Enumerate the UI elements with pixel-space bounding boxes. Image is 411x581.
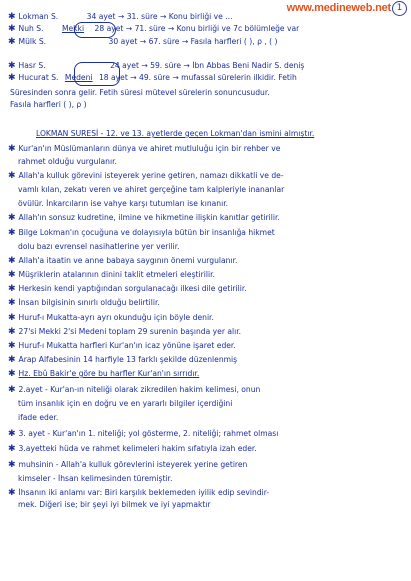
site-url[interactable]: www.medineweb.net	[286, 2, 391, 14]
body-line: ✱ 2.ayet - Kur'an-ın niteliği olarak zikredilen hakim kelimesi, onun	[8, 385, 261, 395]
body-line: ✱ Huruf-ı Mukatta-ayrı ayrı okunduğu için böyle denir.	[8, 313, 214, 323]
entry-name: Lokman S.	[18, 12, 59, 21]
entry-text: 24 ayet → 59. süre → İbn Abbas Beni Nadir S. deniş	[110, 61, 305, 70]
group-label: Mekki	[61, 24, 85, 33]
body-line: ✱ 27'si Mekki 2'si Medeni toplam 29 surenin başında yer alır.	[8, 327, 242, 337]
entry-lokman: ✱ Lokman S. 34 ayet → 31. süre → Konu birliği ve ...	[8, 12, 233, 22]
entry-text: 28 ayet → 71. süre → Konu birliği ve 7c bölümleğe var	[94, 24, 300, 33]
body-line: ✱ İnsan bilgisinin sınırlı olduğu belirtilir.	[8, 298, 160, 308]
body-line: ✱ 3. ayet - Kur'an'ın 1. niteliği; yol gösterme, 2. niteliği; rahmet olması	[8, 429, 279, 439]
body-line: ✱ Allah'a kulluk görevini isteyerek yerine getiren, namazı dikkatli ve de-	[8, 171, 284, 181]
body-line: dolu bazı evrensel nasihatlerine yer verilir.	[18, 242, 180, 251]
page-number: 1	[392, 1, 407, 16]
entry-name: Nuh S.	[18, 24, 44, 33]
body-line: ✱ Hz. Ebû Bakir'e göre bu harfler Kur'an'ın sırrıdır.	[8, 369, 200, 379]
entry-text: 18 ayet → 49. süre → mufassal sürelerin ilkidir. Fetih	[98, 73, 297, 82]
body-line: ✱ Müşriklerin atalarının dinini taklit etmeleri eleştirilir.	[8, 270, 215, 280]
body-line: ifade eder.	[18, 413, 59, 422]
body-line: ✱ İhsanın iki anlamı var: Biri karşılık beklemeden iyilik edip sevindir-	[8, 488, 270, 498]
section-title: LOKMAN SURESİ - 12. ve 13. ayetlerde geçen Lokman'dan ismini almıştır.	[36, 129, 315, 138]
body-line: ✱ muhsinin - Allah'a kulluk görevlerini isteyerek yerine getiren	[8, 460, 248, 470]
entry-hucurat: ✱ Hucurat S. Medeni 18 ayet → 49. süre → mufassal sürelerin ilkidir. Fetih	[8, 73, 297, 83]
entry-name: Hucurat S.	[18, 73, 59, 82]
body-line: ✱ Huruf-ı Mukatta harfleri Kur'an'ın icaz yönüne işaret eder.	[8, 341, 236, 351]
body-line: tüm insanlık için en doğru ve en yararlı bilgiler içerdiğini	[18, 399, 233, 408]
entry-nuh: ✱ Nuh S. Mekki 28 ayet → 71. süre → Konu birliği ve 7c bölümleğe var	[8, 24, 300, 34]
body-line: ✱ Arap Alfabesinin 14 harfiyle 13 farklı şekilde düzenlenmiş	[8, 355, 238, 365]
entry-name: Hasr S.	[18, 61, 46, 70]
body-line: ✱ Allah'a itaatin ve anne babaya saygının önemi vurgulanır.	[8, 256, 238, 266]
body-line: mek. Diğeri ise; bir şeyi iyi bilmek ve iyi yapmaktır	[18, 500, 211, 509]
body-line: rahmet olduğu vurgulanır.	[18, 157, 117, 166]
entry-name: Mülk S.	[18, 37, 47, 46]
body-line: ✱ Bilge Lokman'ın çocuğuna ve dolayısıyla bütün bir insanlığa hikmet	[8, 228, 275, 238]
group-label: Medeni	[64, 73, 93, 82]
continuation-text-2: Fasıla harfleri ( ), ρ )	[10, 100, 87, 109]
entry-text: 34 ayet → 31. süre → Konu birliği ve ...	[86, 12, 233, 21]
body-line: ✱ Kur'an'ın Müslümanların dünya ve ahiret mutluluğu için bir rehber ve	[8, 144, 281, 154]
body-line: ✱ 3.ayetteki hüda ve rahmet kelimeleri hakim sıfatıyla izah eder.	[8, 444, 257, 454]
entry-mulk: ✱ Mülk S. 30 ayet → 67. süre → Fasıla harfleri ( ), ρ , ( )	[8, 37, 278, 47]
entry-text: 30 ayet → 67. süre → Fasıla harfleri ( ), ρ , ( )	[108, 37, 278, 46]
continuation-text: Süresinden sonra gelir. Fetih süresi mütevel sürelerin sonuncusudur.	[10, 88, 270, 97]
body-line: vamlı kılan, zekatı veren ve ahiret gerçeğine tam kalpleriyle inananlar	[18, 185, 285, 194]
entry-hasr: ✱ Hasr S. 24 ayet → 59. süre → İbn Abbas Beni Nadir S. deniş	[8, 61, 305, 71]
body-line: kimseler - İhsan kelimesinden türemiştir.	[18, 474, 173, 483]
body-line: ✱ Allah'ın sonsuz kudretine, ilmine ve hikmetine ilişkin kanıtlar getirilir.	[8, 213, 280, 223]
body-line: övülür. İnkarcıların ise vahye karşı tutumları ise kınanır.	[18, 199, 229, 208]
body-line: ✱ Herkesin kendi yaptığından sorgulanacağı ilkesi dile getirilir.	[8, 284, 247, 294]
